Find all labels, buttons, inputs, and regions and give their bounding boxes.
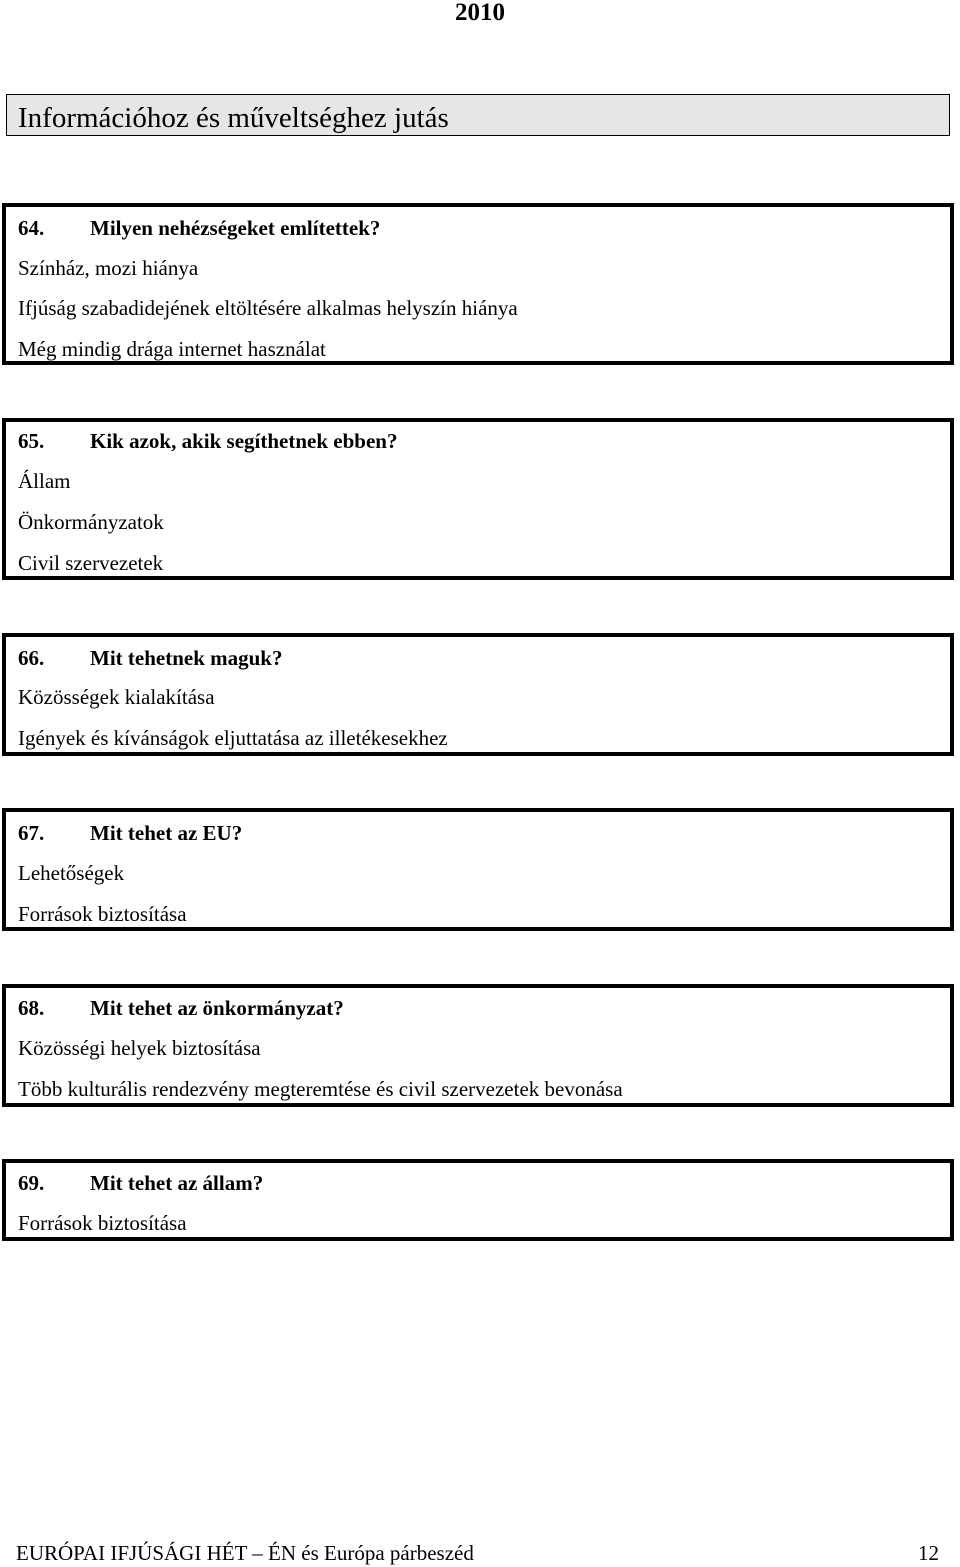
answer-line: Állam	[18, 469, 71, 493]
question-header	[18, 821, 242, 845]
question-box-67	[2, 808, 954, 931]
question-header	[18, 216, 380, 240]
question-text: Mit tehet az önkormányzat?	[90, 996, 344, 1020]
answer-line: Még mindig drága internet használat	[18, 337, 326, 361]
question-header	[18, 646, 283, 670]
question-box-65	[2, 418, 954, 580]
question-header	[18, 1171, 263, 1195]
section-title: Információhoz és műveltséghez jutás	[18, 102, 449, 134]
answer-line: Igények és kívánságok eljuttatása az illetékesekhez	[18, 726, 448, 750]
question-header	[18, 996, 344, 1020]
answer-line: Civil szervezetek	[18, 551, 164, 575]
question-number: 64.	[18, 216, 45, 240]
question-text: Milyen nehézségeket említettek?	[90, 216, 381, 240]
year-heading: 2010	[455, 0, 505, 26]
section-title-box	[6, 94, 950, 136]
answer-line: Közösségi helyek biztosítása	[18, 1036, 261, 1060]
answer-line: Források biztosítása	[18, 1211, 187, 1235]
question-box-68	[2, 984, 954, 1107]
question-text: Kik azok, akik segíthetnek ebben?	[90, 429, 398, 453]
question-box-64	[2, 203, 954, 365]
answer-line: Ifjúság szabadidejének eltöltésére alkalmas helyszín hiánya	[18, 296, 518, 320]
question-number: 67.	[18, 821, 45, 845]
answer-line: Közösségek kialakítása	[18, 685, 215, 709]
answer-line: Források biztosítása	[18, 902, 187, 926]
question-header	[18, 429, 397, 453]
answer-line: Színház, mozi hiánya	[18, 256, 199, 280]
page-number: 12	[918, 1541, 939, 1565]
question-text: Mit tehet az állam?	[90, 1171, 264, 1195]
question-text: Mit tehet az EU?	[90, 821, 243, 845]
footer-text: EURÓPAI IFJÚSÁGI HÉT – ÉN és Európa párbeszéd	[16, 1541, 474, 1565]
answer-line: Lehetőségek	[18, 861, 125, 885]
question-number: 65.	[18, 429, 45, 453]
question-number: 66.	[18, 646, 45, 670]
question-box-69	[2, 1159, 954, 1241]
question-text: Mit tehetnek maguk?	[90, 646, 283, 670]
answer-line: Több kulturális rendezvény megteremtése és civil szervezetek bevonása	[18, 1077, 623, 1101]
question-number: 69.	[18, 1171, 45, 1195]
question-number: 68.	[18, 996, 45, 1020]
question-box-66	[2, 633, 954, 756]
answer-line: Önkormányzatok	[18, 510, 164, 534]
